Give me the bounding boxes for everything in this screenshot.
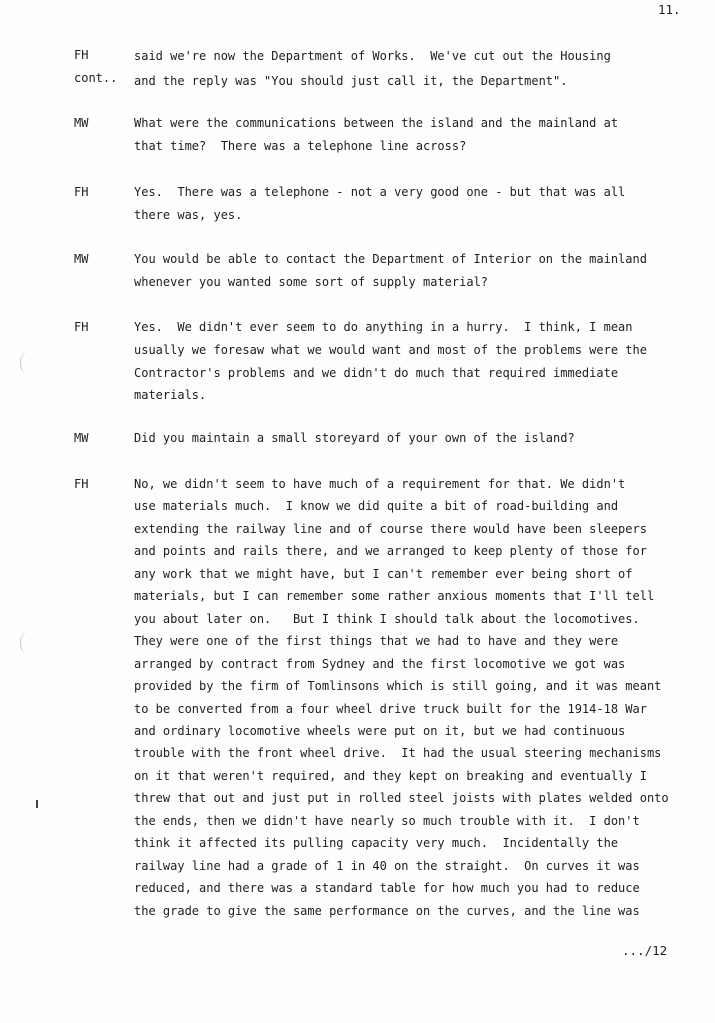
text-line: reduced, and there was a standard table for how much you had to reduce bbox=[134, 881, 640, 896]
page-number: 11. bbox=[658, 2, 681, 17]
speaker-label: FH bbox=[74, 185, 89, 199]
text-line: use materials much. I know we did quite a bit of road-building and bbox=[134, 499, 619, 514]
entry-text bbox=[134, 316, 704, 407]
text-line: What were the communications between the island and the mainland at bbox=[134, 116, 619, 130]
text-line: to be converted from a four wheel drive truck built for the 1914-18 War bbox=[134, 701, 647, 716]
speaker-label: FH bbox=[74, 477, 89, 491]
text-line: materials, but I can remember some rather anxious moments that I'll tell bbox=[134, 589, 655, 604]
text-line: Contractor's problems and we didn't do much that required immediate bbox=[134, 365, 619, 380]
text-line: materials. bbox=[134, 388, 207, 403]
entry-text bbox=[134, 248, 704, 294]
text-line: trouble with the front wheel drive. It had the usual steering mechanisms bbox=[134, 746, 662, 761]
text-line: arranged by contract from Sydney and the first locomotive we got was bbox=[134, 656, 626, 671]
text-line: Yes. We didn't ever seem to do anything in a hurry. I think, I mean bbox=[134, 320, 633, 334]
text-line: They were one of the first things that we had to have and they were bbox=[134, 634, 619, 649]
text-line: and ordinary locomotive wheels were put on it, but we had continuous bbox=[134, 723, 626, 738]
text-line: No, we didn't seem to have much of a requirement for that. We didn't bbox=[134, 477, 626, 491]
text-line: there was, yes. bbox=[134, 207, 243, 222]
text-line: You would be able to contact the Department of Interior on the mainland bbox=[134, 252, 647, 266]
text-line: provided by the firm of Tomlinsons which is still going, and it was meant bbox=[134, 679, 662, 694]
text-line: said we're now the Department of Works. We've cut out the Housing bbox=[134, 49, 611, 63]
text-line: think it affected its pulling capacity very much. Incidentally the bbox=[134, 836, 619, 851]
speaker-label: FH bbox=[74, 320, 89, 334]
text-line: the grade to give the same performance on the curves, and the line was bbox=[134, 903, 640, 918]
entry-text bbox=[134, 427, 704, 450]
text-line: any work that we might have, but I can't remember ever being short of bbox=[134, 566, 633, 581]
text-line: on it that weren't required, and they kept on breaking and eventually I bbox=[134, 768, 647, 783]
speaker-label: FH cont.. bbox=[74, 48, 118, 85]
entry-text bbox=[134, 44, 704, 94]
punch-hole-mark bbox=[20, 632, 35, 654]
text-line: Did you maintain a small storeyard of your own of the island? bbox=[134, 431, 575, 445]
text-line: usually we foresaw what we would want and most of the problems were the bbox=[134, 342, 647, 357]
continued-marker: .../12 bbox=[622, 943, 668, 958]
text-line: threw that out and just put in rolled steel joists with plates welded onto bbox=[134, 791, 669, 806]
entry-text bbox=[134, 112, 704, 158]
text-line: extending the railway line and of course there would have been sleepers bbox=[134, 521, 647, 536]
punch-hole-mark bbox=[20, 352, 35, 374]
text-line: you about later on. But I think I should talk about the locomotives. bbox=[134, 611, 640, 626]
speaker-label: MW bbox=[74, 116, 89, 130]
entry-text bbox=[134, 181, 704, 227]
entry-text bbox=[134, 473, 704, 922]
margin-mark bbox=[36, 800, 38, 808]
speaker-label: MW bbox=[74, 252, 89, 266]
text-line: railway line had a grade of 1 in 40 on the straight. On curves it was bbox=[134, 858, 640, 873]
text-line: and the reply was "You should just call it, the Department". bbox=[134, 74, 568, 88]
text-line: whenever you wanted some sort of supply material? bbox=[134, 274, 489, 289]
text-line: Yes. There was a telephone - not a very good one - but that was all bbox=[134, 185, 626, 199]
speaker-label: MW bbox=[74, 431, 89, 445]
text-line: that time? There was a telephone line across? bbox=[134, 138, 467, 153]
text-line: the ends, then we didn't have nearly so much trouble with it. I don't bbox=[134, 813, 640, 828]
text-line: and points and rails there, and we arranged to keep plenty of those for bbox=[134, 544, 647, 559]
